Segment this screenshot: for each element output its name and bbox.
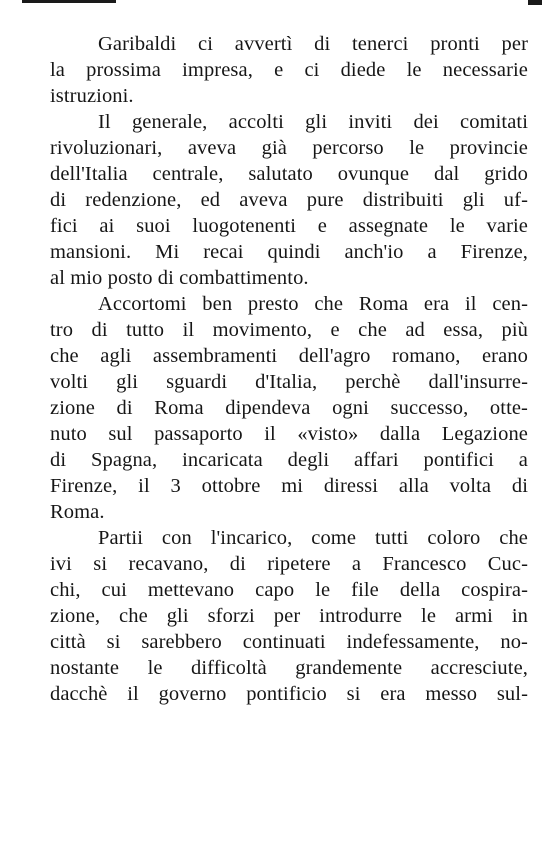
- paragraph-1: [50, 31, 528, 109]
- text-line: città si sarebbero continuati indefessamente, no-: [50, 631, 528, 653]
- text-line: tro di tutto il movimento, e che ad essa, più: [50, 319, 528, 341]
- text-line: Il generale, accolti gli inviti dei comitati: [98, 111, 528, 133]
- text-line: mansioni. Mi recai quindi anch'io a Firenze,: [50, 241, 528, 263]
- paragraph-3: [50, 291, 528, 525]
- text-line: ivi si recavano, di ripetere a Francesco Cuc-: [50, 553, 528, 575]
- text-line: nostante le difficoltà grandemente accresciute,: [50, 657, 528, 679]
- text-line: zione, che gli sforzi per introdurre le armi in: [50, 605, 528, 627]
- text-line: al mio posto di combattimento.: [50, 267, 309, 289]
- text-line: chi, cui mettevano capo le file della cospira-: [50, 579, 528, 601]
- text-line: Garibaldi ci avvertì di tenerci pronti per: [98, 33, 528, 55]
- text-line: zione di Roma dipendeva ogni successo, otte-: [50, 397, 528, 419]
- text-line: Roma.: [50, 501, 105, 523]
- text-line: Partii con l'incarico, come tutti coloro che: [98, 527, 528, 549]
- text-line: rivoluzionari, aveva già percorso le provincie: [50, 137, 528, 159]
- text-line: di Spagna, incaricata degli affari pontifici a: [50, 449, 528, 471]
- text-line: istruzioni.: [50, 85, 134, 107]
- text-line: di redenzione, ed aveva pure distribuiti gli uf-: [50, 189, 528, 211]
- text-line: nuto sul passaporto il «visto» dalla Legazione: [50, 423, 528, 445]
- text-line: la prossima impresa, e ci diede le necessarie: [50, 59, 528, 81]
- text-line: Firenze, il 3 ottobre mi diressi alla volta di: [50, 475, 528, 497]
- header-mark: [528, 0, 542, 5]
- text-line: che agli assembramenti dell'agro romano, erano: [50, 345, 528, 367]
- text-line: fici ai suoi luogotenenti e assegnate le varie: [50, 215, 528, 237]
- text-line: volti gli sguardi d'Italia, perchè dall'insurre-: [50, 371, 528, 393]
- paragraph-4: [50, 525, 528, 707]
- text-line: Accortomi ben presto che Roma era il cen-: [98, 293, 528, 315]
- paragraph-2: [50, 109, 528, 291]
- header-rule: [22, 0, 116, 3]
- text-line: dell'Italia centrale, salutato ovunque dal grido: [50, 163, 528, 185]
- text-line: dacchè il governo pontificio si era messo sul-: [50, 683, 528, 705]
- body-text: [50, 31, 528, 707]
